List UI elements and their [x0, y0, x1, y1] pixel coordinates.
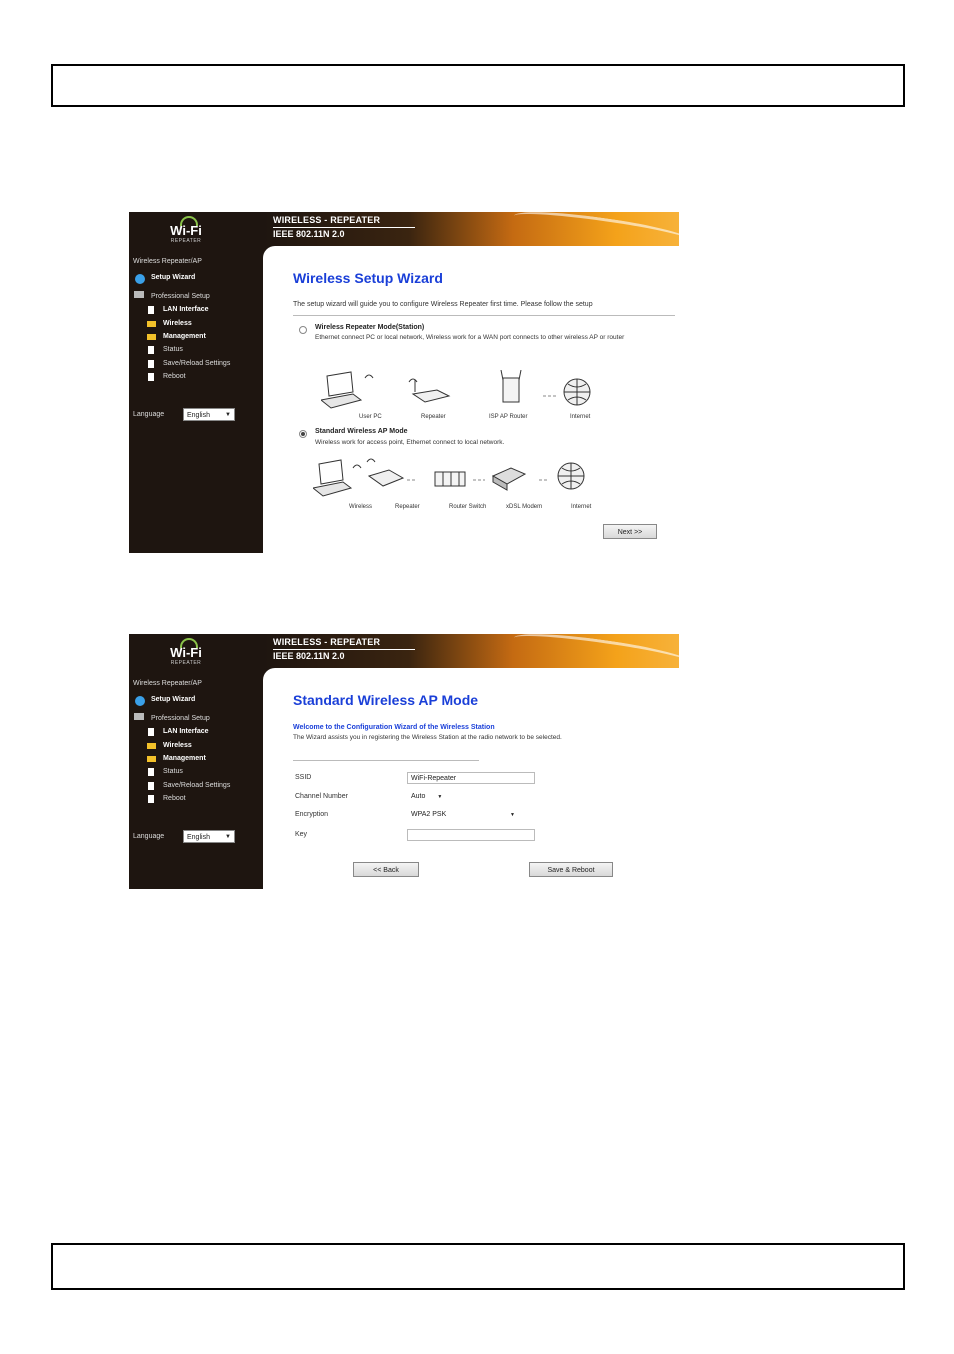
save-reboot-button[interactable]: Save & Reboot	[529, 862, 613, 877]
device-label: User PC	[359, 414, 382, 420]
sidebar-title: Wireless Repeater/AP	[133, 258, 202, 265]
device-label: Repeater	[395, 504, 420, 510]
sidebar-item-save-reload[interactable]: Save/Reload Settings	[163, 782, 231, 789]
laptop-icon	[313, 460, 361, 496]
device-label: ISP AP Router	[489, 414, 528, 420]
sidebar-item-setup-wizard[interactable]: Setup Wizard	[151, 274, 196, 281]
language-label: Language	[133, 411, 165, 418]
encryption-select[interactable]: WPA2 PSK ▼	[411, 811, 515, 818]
wizard-description: The Wizard assists you in registering the Wireless Station at the radio network to be selected.	[293, 734, 562, 741]
sidebar-item-management[interactable]: Management	[163, 755, 206, 762]
option-repeater-desc: Ethernet connect PC or local network, Wireless work for a WAN port connects to other wireless AP or router	[315, 334, 625, 341]
sidebar-item-setup-wizard[interactable]: Setup Wizard	[151, 696, 196, 703]
key-label: Key	[295, 831, 308, 838]
sidebar-item-lan-interface[interactable]: LAN Interface	[163, 306, 209, 313]
sidebar-title: Wireless Repeater/AP	[133, 680, 202, 687]
document-icon	[148, 768, 154, 776]
sidebar-item-status[interactable]: Status	[163, 346, 183, 353]
sidebar-item-lan-interface[interactable]: LAN Interface	[163, 728, 209, 735]
content-panel	[263, 668, 679, 889]
banner-title: WIRELESS - REPEATER	[273, 215, 381, 225]
dropdown-arrow-icon: ▼	[225, 412, 231, 418]
device-label: Repeater	[421, 414, 446, 420]
device-label: Router Switch	[449, 504, 487, 510]
back-button[interactable]: << Back	[353, 862, 419, 877]
language-select[interactable]: English ▼	[183, 830, 235, 843]
folder-icon	[147, 756, 156, 762]
banner-header	[263, 634, 679, 668]
device-label: xDSL Modem	[506, 504, 543, 510]
dropdown-arrow-icon: ▼	[225, 834, 231, 840]
ap-mode-diagram	[313, 458, 613, 508]
folder-icon	[147, 321, 156, 327]
language-label: Language	[133, 833, 165, 840]
sidebar-item-wireless[interactable]: Wireless	[163, 742, 192, 749]
device-label: Wireless	[349, 504, 373, 510]
radio-ap-mode[interactable]	[299, 430, 307, 438]
page-title: Standard Wireless AP Mode	[293, 692, 479, 708]
sidebar	[129, 634, 263, 889]
next-button[interactable]: Next >>	[603, 524, 657, 539]
dropdown-arrow-icon: ▼	[437, 794, 443, 800]
ssid-input[interactable]: WiFi-Repeater	[407, 772, 535, 784]
laptop-icon	[321, 372, 373, 408]
welcome-text: Welcome to the Configuration Wizard of the Wireless Station	[293, 724, 495, 731]
content-panel	[263, 246, 679, 553]
document-icon	[148, 795, 154, 803]
channel-select[interactable]: Auto ▼	[411, 793, 443, 800]
folder-icon	[147, 334, 156, 340]
channel-label: Channel Number	[295, 793, 348, 800]
document-icon	[148, 346, 154, 354]
document-icon	[148, 782, 154, 790]
sidebar	[129, 212, 263, 553]
top-header-box	[51, 64, 905, 107]
sidebar-item-status[interactable]: Status	[163, 768, 183, 775]
screenshot-ap-mode	[129, 634, 679, 889]
wifi-logo: Wi-Fi REPEATER	[163, 216, 209, 248]
globe-icon	[135, 274, 145, 284]
internet-globe-icon	[558, 463, 584, 489]
sidebar-item-wireless[interactable]: Wireless	[163, 320, 192, 327]
banner-subtitle: IEEE 802.11N 2.0	[273, 651, 345, 661]
page-title: Wireless Setup Wizard	[293, 270, 443, 286]
screenshot-setup-wizard	[129, 212, 679, 553]
option-ap-desc: Wireless work for access point, Ethernet connect to local network.	[315, 439, 505, 446]
computer-icon	[134, 713, 144, 720]
sidebar-item-save-reload[interactable]: Save/Reload Settings	[163, 360, 231, 367]
sidebar-item-professional-setup[interactable]: Professional Setup	[151, 293, 210, 300]
banner-subtitle: IEEE 802.11N 2.0	[273, 229, 345, 239]
wifi-logo: Wi-Fi REPEATER	[163, 638, 209, 670]
ssid-label: SSID	[295, 774, 312, 781]
modem-icon	[493, 468, 525, 490]
key-input[interactable]	[407, 829, 535, 841]
document-icon	[148, 306, 154, 314]
bottom-footer-box	[51, 1243, 905, 1290]
sidebar-item-management[interactable]: Management	[163, 333, 206, 340]
globe-icon	[135, 696, 145, 706]
computer-icon	[134, 291, 144, 298]
sidebar-item-reboot[interactable]: Reboot	[163, 373, 186, 380]
language-select[interactable]: English ▼	[183, 408, 235, 421]
option-ap-title: Standard Wireless AP Mode	[315, 428, 408, 435]
document-icon	[148, 373, 154, 381]
folder-icon	[147, 743, 156, 749]
sidebar-item-reboot[interactable]: Reboot	[163, 795, 186, 802]
dropdown-arrow-icon: ▼	[510, 812, 515, 818]
switch-icon	[435, 472, 465, 486]
sidebar-item-professional-setup[interactable]: Professional Setup	[151, 715, 210, 722]
device-label: Internet	[570, 414, 591, 420]
document-icon	[148, 728, 154, 736]
intro-text: The setup wizard will guide you to configure Wireless Repeater first time. Please follow the setup	[293, 301, 593, 308]
option-repeater-title: Wireless Repeater Mode(Station)	[315, 324, 425, 331]
repeater-icon	[409, 379, 449, 402]
banner-header	[263, 212, 679, 246]
document-icon	[148, 360, 154, 368]
internet-globe-icon	[564, 379, 590, 405]
radio-repeater-mode[interactable]	[299, 326, 307, 334]
repeater-icon	[367, 459, 403, 486]
banner-title: WIRELESS - REPEATER	[273, 637, 381, 647]
encryption-label: Encryption	[295, 811, 329, 818]
router-icon	[501, 370, 521, 402]
device-label: Internet	[571, 504, 592, 510]
